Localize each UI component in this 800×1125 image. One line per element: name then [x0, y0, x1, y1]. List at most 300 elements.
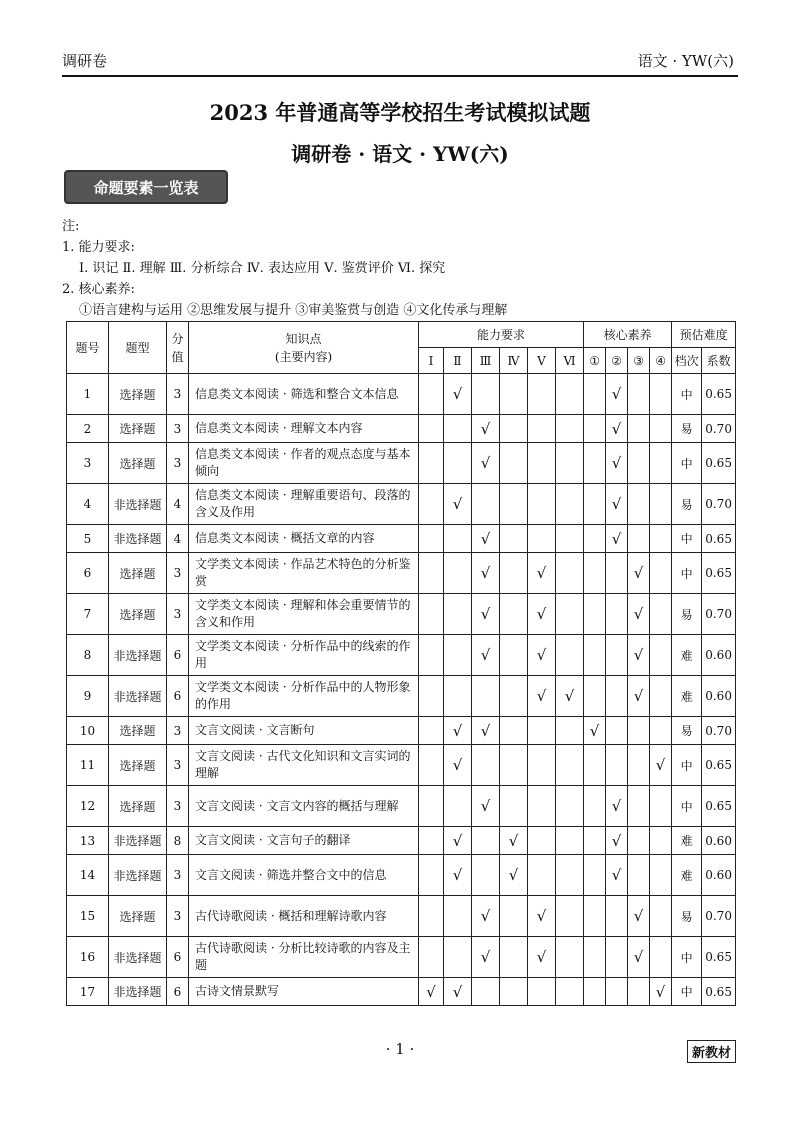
notes-item-literacy: 2. 核心素养: — [62, 282, 135, 297]
cell-ability-2 — [444, 676, 472, 717]
cell-coef: 0.70 — [702, 594, 736, 635]
cell-coef: 0.65 — [702, 745, 736, 786]
cell-literacy-4 — [650, 896, 672, 937]
cell-ability-5: √ — [528, 594, 556, 635]
cell-literacy-1 — [584, 553, 606, 594]
cell-knowledge: 文学类文本阅读 · 作品艺术特色的分析鉴赏 — [189, 553, 419, 594]
cell-ability-2: √ — [444, 745, 472, 786]
cell-level: 难 — [672, 855, 702, 896]
cell-knowledge: 文言文阅读 · 文言文内容的概括与理解 — [189, 786, 419, 827]
cell-num: 6 — [67, 553, 109, 594]
cell-ability-5 — [528, 786, 556, 827]
header-kp-a: 知识点 — [285, 331, 322, 346]
cell-coef: 0.70 — [702, 896, 736, 937]
cell-num: 9 — [67, 676, 109, 717]
cell-literacy-4 — [650, 415, 672, 443]
cell-level: 中 — [672, 745, 702, 786]
cell-ability-3: √ — [472, 717, 500, 745]
cell-ability-5: √ — [528, 553, 556, 594]
cell-ability-6 — [556, 635, 584, 676]
cell-ability-6 — [556, 594, 584, 635]
notes-block — [62, 216, 507, 321]
cell-ability-1 — [419, 374, 444, 415]
cell-ability-6 — [556, 415, 584, 443]
cell-literacy-2 — [606, 896, 628, 937]
table-row — [67, 553, 736, 594]
cell-ability-4 — [500, 978, 528, 1006]
cell-ability-3: √ — [472, 937, 500, 978]
cell-ability-4: √ — [500, 827, 528, 855]
cell-literacy-3 — [628, 525, 650, 553]
cell-level: 难 — [672, 676, 702, 717]
header-level: 档次 — [672, 348, 702, 374]
cell-ability-1 — [419, 786, 444, 827]
table-row — [67, 635, 736, 676]
cell-ability-5 — [528, 978, 556, 1006]
cell-literacy-4 — [650, 855, 672, 896]
cell-ability-6 — [556, 525, 584, 553]
cell-ability-1 — [419, 635, 444, 676]
cell-knowledge: 信息类文本阅读 · 理解文本内容 — [189, 415, 419, 443]
notes-ability-detail: Ⅰ. 识记 Ⅱ. 理解 Ⅲ. 分析综合 Ⅳ. 表达应用 Ⅴ. 鉴赏评价 Ⅵ. 探究 — [79, 261, 446, 276]
cell-literacy-4 — [650, 676, 672, 717]
cell-ability-4 — [500, 717, 528, 745]
cell-literacy-2: √ — [606, 786, 628, 827]
cell-score: 4 — [167, 484, 189, 525]
notes-label: 注: — [62, 219, 80, 234]
cell-literacy-3 — [628, 443, 650, 484]
cell-ability-5 — [528, 484, 556, 525]
cell-type: 非选择题 — [109, 676, 167, 717]
cell-literacy-2 — [606, 745, 628, 786]
cell-ability-2 — [444, 525, 472, 553]
cell-coef: 0.60 — [702, 635, 736, 676]
cell-literacy-3 — [628, 855, 650, 896]
cell-literacy-1 — [584, 786, 606, 827]
cell-ability-1 — [419, 676, 444, 717]
cell-literacy-1 — [584, 896, 606, 937]
cell-num: 13 — [67, 827, 109, 855]
cell-num: 3 — [67, 443, 109, 484]
cell-literacy-2 — [606, 635, 628, 676]
cell-ability-1 — [419, 415, 444, 443]
edition-badge: 新教材 — [687, 1040, 736, 1063]
table-row — [67, 786, 736, 827]
cell-coef: 0.70 — [702, 717, 736, 745]
cell-num: 12 — [67, 786, 109, 827]
cell-coef: 0.65 — [702, 786, 736, 827]
cell-knowledge: 文言文阅读 · 文言句子的翻译 — [189, 827, 419, 855]
header-ability-col: Ⅵ — [556, 348, 584, 374]
cell-type: 非选择题 — [109, 484, 167, 525]
cell-type: 选择题 — [109, 443, 167, 484]
cell-knowledge: 信息类文本阅读 · 作者的观点态度与基本倾向 — [189, 443, 419, 484]
cell-ability-5: √ — [528, 676, 556, 717]
cell-type: 选择题 — [109, 896, 167, 937]
header-score — [167, 322, 189, 374]
cell-score: 3 — [167, 717, 189, 745]
page-number: · 1 · — [385, 1040, 415, 1058]
cell-literacy-4 — [650, 594, 672, 635]
cell-coef: 0.65 — [702, 443, 736, 484]
cell-ability-6 — [556, 553, 584, 594]
cell-score: 3 — [167, 896, 189, 937]
cell-literacy-1 — [584, 594, 606, 635]
cell-ability-3: √ — [472, 635, 500, 676]
header-ability-col: Ⅳ — [500, 348, 528, 374]
cell-ability-3: √ — [472, 525, 500, 553]
cell-level: 难 — [672, 827, 702, 855]
table-row — [67, 745, 736, 786]
cell-level: 易 — [672, 717, 702, 745]
cell-literacy-2: √ — [606, 525, 628, 553]
cell-score: 3 — [167, 594, 189, 635]
table-row — [67, 594, 736, 635]
cell-literacy-1 — [584, 827, 606, 855]
cell-ability-4 — [500, 676, 528, 717]
cell-ability-4 — [500, 525, 528, 553]
table-row — [67, 374, 736, 415]
cell-literacy-3 — [628, 978, 650, 1006]
cell-ability-3 — [472, 374, 500, 415]
cell-literacy-4 — [650, 484, 672, 525]
cell-score: 6 — [167, 978, 189, 1006]
header-rule — [62, 75, 738, 77]
cell-type: 选择题 — [109, 745, 167, 786]
cell-literacy-3 — [628, 484, 650, 525]
cell-ability-5 — [528, 855, 556, 896]
cell-coef: 0.60 — [702, 676, 736, 717]
cell-ability-3 — [472, 978, 500, 1006]
cell-ability-6 — [556, 745, 584, 786]
cell-literacy-1 — [584, 937, 606, 978]
page-title: 2023 年普通高等学校招生考试模拟试题 — [209, 100, 591, 125]
cell-literacy-2: √ — [606, 415, 628, 443]
cell-ability-5 — [528, 717, 556, 745]
cell-ability-5: √ — [528, 896, 556, 937]
cell-ability-5 — [528, 525, 556, 553]
table-row — [67, 676, 736, 717]
cell-knowledge: 信息类文本阅读 · 理解重要语句、段落的含义及作用 — [189, 484, 419, 525]
cell-literacy-4 — [650, 525, 672, 553]
cell-ability-3 — [472, 827, 500, 855]
cell-type: 选择题 — [109, 594, 167, 635]
cell-ability-3: √ — [472, 896, 500, 937]
cell-literacy-2: √ — [606, 374, 628, 415]
cell-knowledge: 文言文阅读 · 筛选并整合文中的信息 — [189, 855, 419, 896]
cell-coef: 0.65 — [702, 374, 736, 415]
cell-level: 中 — [672, 443, 702, 484]
cell-num: 17 — [67, 978, 109, 1006]
cell-ability-2: √ — [444, 717, 472, 745]
cell-ability-4 — [500, 484, 528, 525]
cell-ability-6 — [556, 937, 584, 978]
cell-ability-6 — [556, 827, 584, 855]
cell-ability-3: √ — [472, 443, 500, 484]
cell-ability-2: √ — [444, 374, 472, 415]
cell-ability-1 — [419, 553, 444, 594]
cell-type: 选择题 — [109, 374, 167, 415]
cell-ability-6 — [556, 717, 584, 745]
cell-score: 3 — [167, 786, 189, 827]
header-literacy-col: ② — [606, 348, 628, 374]
header-coef: 系数 — [702, 348, 736, 374]
cell-num: 1 — [67, 374, 109, 415]
cell-level: 中 — [672, 786, 702, 827]
cell-ability-2 — [444, 896, 472, 937]
cell-literacy-4 — [650, 786, 672, 827]
cell-ability-2: √ — [444, 855, 472, 896]
cell-ability-2 — [444, 415, 472, 443]
cell-literacy-3: √ — [628, 896, 650, 937]
cell-ability-1 — [419, 484, 444, 525]
cell-literacy-1: √ — [584, 717, 606, 745]
cell-level: 中 — [672, 553, 702, 594]
cell-level: 易 — [672, 594, 702, 635]
cell-coef: 0.65 — [702, 553, 736, 594]
cell-literacy-3: √ — [628, 553, 650, 594]
cell-ability-4: √ — [500, 855, 528, 896]
cell-knowledge: 文言文阅读 · 古代文化知识和文言实词的理解 — [189, 745, 419, 786]
cell-literacy-3: √ — [628, 594, 650, 635]
cell-score: 3 — [167, 553, 189, 594]
cell-num: 7 — [67, 594, 109, 635]
cell-level: 易 — [672, 896, 702, 937]
cell-literacy-2 — [606, 553, 628, 594]
cell-ability-4 — [500, 374, 528, 415]
cell-literacy-4: √ — [650, 978, 672, 1006]
cell-literacy-3 — [628, 827, 650, 855]
cell-ability-2: √ — [444, 484, 472, 525]
cell-literacy-3: √ — [628, 676, 650, 717]
cell-ability-1 — [419, 855, 444, 896]
cell-level: 易 — [672, 484, 702, 525]
cell-coef: 0.60 — [702, 855, 736, 896]
cell-num: 2 — [67, 415, 109, 443]
cell-ability-4 — [500, 635, 528, 676]
cell-ability-4 — [500, 415, 528, 443]
page-subtitle: 调研卷 · 语文 · YW(六) — [291, 142, 509, 166]
cell-ability-2 — [444, 553, 472, 594]
cell-literacy-1 — [584, 415, 606, 443]
cell-literacy-4 — [650, 937, 672, 978]
cell-knowledge: 文学类文本阅读 · 分析作品中的线索的作用 — [189, 635, 419, 676]
cell-literacy-4 — [650, 443, 672, 484]
table-row — [67, 525, 736, 553]
cell-score: 4 — [167, 525, 189, 553]
cell-literacy-3 — [628, 717, 650, 745]
cell-literacy-1 — [584, 525, 606, 553]
cell-level: 易 — [672, 415, 702, 443]
cell-type: 非选择题 — [109, 937, 167, 978]
cell-ability-5 — [528, 374, 556, 415]
cell-ability-5 — [528, 415, 556, 443]
cell-level: 难 — [672, 635, 702, 676]
cell-literacy-2 — [606, 937, 628, 978]
cell-knowledge: 古代诗歌阅读 · 概括和理解诗歌内容 — [189, 896, 419, 937]
table-body — [67, 374, 736, 1006]
cell-ability-3 — [472, 676, 500, 717]
cell-ability-3: √ — [472, 553, 500, 594]
cell-coef: 0.70 — [702, 484, 736, 525]
cell-ability-6 — [556, 786, 584, 827]
cell-coef: 0.65 — [702, 525, 736, 553]
cell-literacy-2 — [606, 978, 628, 1006]
table-row — [67, 937, 736, 978]
cell-ability-1 — [419, 443, 444, 484]
table-row — [67, 717, 736, 745]
cell-level: 中 — [672, 978, 702, 1006]
cell-literacy-4 — [650, 553, 672, 594]
cell-ability-4 — [500, 594, 528, 635]
cell-literacy-1 — [584, 978, 606, 1006]
cell-literacy-3 — [628, 374, 650, 415]
header-literacy-col: ④ — [650, 348, 672, 374]
cell-ability-1 — [419, 525, 444, 553]
cell-ability-6 — [556, 896, 584, 937]
table-row — [67, 896, 736, 937]
cell-level: 中 — [672, 525, 702, 553]
notes-item-ability: 1. 能力要求: — [62, 240, 135, 255]
cell-literacy-3 — [628, 745, 650, 786]
header-left: 调研卷 — [62, 52, 108, 70]
cell-ability-5 — [528, 827, 556, 855]
table-row — [67, 415, 736, 443]
cell-ability-1 — [419, 745, 444, 786]
table-row — [67, 484, 736, 525]
cell-literacy-3: √ — [628, 635, 650, 676]
elements-table — [66, 321, 736, 1006]
cell-literacy-1 — [584, 676, 606, 717]
cell-ability-6 — [556, 855, 584, 896]
cell-ability-3 — [472, 484, 500, 525]
table-row — [67, 443, 736, 484]
cell-ability-3: √ — [472, 415, 500, 443]
cell-literacy-4 — [650, 374, 672, 415]
cell-literacy-2: √ — [606, 827, 628, 855]
header-ability-col: Ⅲ — [472, 348, 500, 374]
cell-literacy-1 — [584, 443, 606, 484]
cell-score: 6 — [167, 635, 189, 676]
header-ability-col: Ⅰ — [419, 348, 444, 374]
cell-ability-4 — [500, 786, 528, 827]
cell-ability-4 — [500, 553, 528, 594]
cell-ability-1 — [419, 717, 444, 745]
cell-coef: 0.65 — [702, 978, 736, 1006]
cell-literacy-1 — [584, 855, 606, 896]
cell-knowledge: 信息类文本阅读 · 概括文章的内容 — [189, 525, 419, 553]
cell-knowledge: 信息类文本阅读 · 筛选和整合文本信息 — [189, 374, 419, 415]
cell-ability-2: √ — [444, 978, 472, 1006]
cell-num: 14 — [67, 855, 109, 896]
cell-score: 3 — [167, 415, 189, 443]
cell-literacy-1 — [584, 484, 606, 525]
cell-num: 15 — [67, 896, 109, 937]
cell-literacy-4: √ — [650, 745, 672, 786]
cell-type: 非选择题 — [109, 827, 167, 855]
cell-ability-5: √ — [528, 635, 556, 676]
cell-ability-6: √ — [556, 676, 584, 717]
header-literacy: 核心素养 — [584, 322, 672, 348]
cell-literacy-4 — [650, 717, 672, 745]
cell-num: 16 — [67, 937, 109, 978]
cell-ability-1 — [419, 594, 444, 635]
cell-ability-6 — [556, 484, 584, 525]
cell-level: 中 — [672, 374, 702, 415]
cell-score: 3 — [167, 374, 189, 415]
cell-literacy-2 — [606, 717, 628, 745]
cell-ability-1 — [419, 827, 444, 855]
cell-coef: 0.70 — [702, 415, 736, 443]
cell-ability-5 — [528, 443, 556, 484]
cell-type: 选择题 — [109, 553, 167, 594]
cell-literacy-3 — [628, 786, 650, 827]
cell-ability-1: √ — [419, 978, 444, 1006]
cell-coef: 0.60 — [702, 827, 736, 855]
notes-literacy-detail: ①语言建构与运用 ②思维发展与提升 ③审美鉴赏与创造 ④文化传承与理解 — [79, 303, 508, 318]
cell-ability-6 — [556, 978, 584, 1006]
cell-ability-3 — [472, 745, 500, 786]
cell-ability-1 — [419, 896, 444, 937]
cell-ability-3 — [472, 855, 500, 896]
cell-score: 6 — [167, 676, 189, 717]
cell-num: 11 — [67, 745, 109, 786]
cell-literacy-3: √ — [628, 937, 650, 978]
cell-ability-2 — [444, 937, 472, 978]
cell-ability-2 — [444, 635, 472, 676]
header-ability: 能力要求 — [419, 322, 584, 348]
cell-num: 10 — [67, 717, 109, 745]
cell-type: 非选择题 — [109, 525, 167, 553]
cell-ability-2: √ — [444, 827, 472, 855]
cell-type: 非选择题 — [109, 855, 167, 896]
header-right: 语文 · YW(六) — [637, 52, 734, 70]
cell-score: 8 — [167, 827, 189, 855]
cell-ability-2 — [444, 443, 472, 484]
cell-num: 8 — [67, 635, 109, 676]
cell-ability-4 — [500, 443, 528, 484]
cell-literacy-2: √ — [606, 443, 628, 484]
header-knowledge — [189, 322, 419, 374]
cell-num: 4 — [67, 484, 109, 525]
cell-ability-5 — [528, 745, 556, 786]
cell-type: 选择题 — [109, 415, 167, 443]
header-literacy-col: ① — [584, 348, 606, 374]
cell-ability-2 — [444, 786, 472, 827]
table-row — [67, 978, 736, 1006]
table-row — [67, 855, 736, 896]
cell-literacy-1 — [584, 745, 606, 786]
cell-score: 3 — [167, 443, 189, 484]
header-literacy-col: ③ — [628, 348, 650, 374]
cell-literacy-1 — [584, 635, 606, 676]
cell-ability-1 — [419, 937, 444, 978]
header-difficulty: 预估难度 — [672, 322, 736, 348]
cell-ability-4 — [500, 937, 528, 978]
cell-knowledge: 文学类文本阅读 · 理解和体会重要情节的含义和作用 — [189, 594, 419, 635]
header-type: 题型 — [109, 322, 167, 374]
cell-literacy-4 — [650, 635, 672, 676]
cell-num: 5 — [67, 525, 109, 553]
cell-score: 3 — [167, 745, 189, 786]
cell-literacy-3 — [628, 415, 650, 443]
cell-ability-6 — [556, 443, 584, 484]
cell-literacy-2 — [606, 676, 628, 717]
cell-ability-4 — [500, 896, 528, 937]
cell-literacy-2: √ — [606, 855, 628, 896]
cell-level: 中 — [672, 937, 702, 978]
cell-ability-6 — [556, 374, 584, 415]
